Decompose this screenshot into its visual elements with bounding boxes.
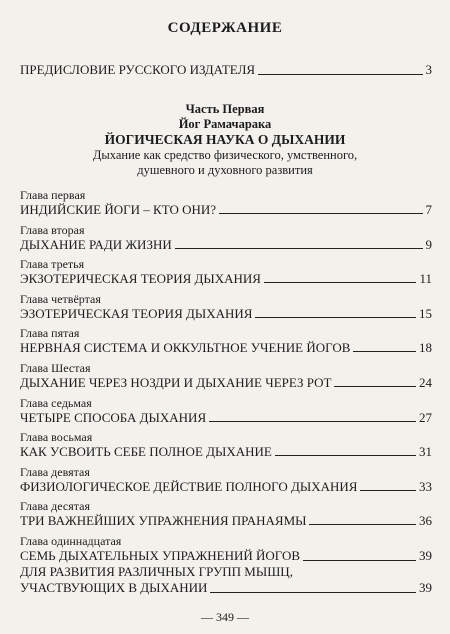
chapter-entry	[20, 223, 432, 258]
preface-entry	[20, 62, 432, 78]
chapter-list	[20, 188, 432, 596]
dot-leader	[334, 386, 416, 387]
chapter-title: ЧЕТЫРЕ СПОСОБА ДЫХАНИЯ	[20, 409, 207, 425]
chapter-label: Глава Шестая	[20, 360, 91, 375]
chapter-entry	[20, 292, 432, 327]
chapter-entry	[20, 188, 432, 223]
chapter-label: Глава одиннадцатая	[20, 533, 122, 548]
part-subtitle	[60, 148, 390, 178]
chapter-page: 39	[419, 547, 432, 563]
dot-leader	[210, 592, 416, 593]
chapter-entry	[20, 499, 432, 534]
chapter-label: Глава девятая	[20, 464, 90, 479]
chapter-entry-last	[20, 534, 432, 596]
preface-page: 3	[425, 62, 432, 77]
dot-leader	[219, 213, 422, 214]
part-author: Йог Рамачарака	[178, 117, 272, 131]
chapter-title: КАК УСВОИТЬ СЕБЕ ПОЛНОЕ ДЫХАНИЕ	[20, 444, 272, 460]
chapter-title: ДЫХАНИЕ ЧЕРЕЗ НОЗДРИ И ДЫХАНИЕ ЧЕРЕЗ РОТ	[20, 374, 332, 390]
dot-leader	[209, 421, 416, 422]
preface-label: ПРЕДИСЛОВИЕ РУССКОГО ИЗДАТЕЛЯ	[20, 62, 256, 77]
chapter-label: Глава вторая	[20, 222, 85, 237]
contents-title: СОДЕРЖАНИЕ	[167, 20, 283, 36]
dot-leader	[258, 74, 422, 75]
chapter-page: 24	[419, 374, 432, 390]
part-subtitle-line: Дыхание как средство физического, умственного,	[92, 148, 358, 162]
chapter-label: Глава третья	[20, 257, 85, 272]
dot-leader	[264, 282, 417, 283]
chapter-title: ТРИ ВАЖНЕЙШИХ УПРАЖНЕНИЯ ПРАНАЯМЫ	[20, 513, 307, 529]
dot-leader	[275, 455, 416, 456]
chapter-page: 9	[425, 236, 432, 252]
chapter-page: 36	[419, 513, 432, 529]
dot-leader	[360, 490, 416, 491]
chapter-label: Глава пятая	[20, 326, 80, 341]
chapter-title-continued: УЧАСТВУЮЩИХ В ДЫХАНИИ	[20, 579, 208, 595]
dot-leader	[309, 524, 416, 525]
chapter-title: ИНДИЙСКИЕ ЙОГИ – КТО ОНИ?	[20, 202, 217, 217]
part-label: Часть Первая	[185, 102, 265, 116]
chapter-entry	[20, 396, 432, 431]
chapter-label: Глава четвёртая	[20, 291, 101, 306]
dot-leader	[255, 317, 416, 318]
chapter-page: 27	[419, 409, 432, 425]
chapter-title: ДЫХАНИЕ РАДИ ЖИЗНИ	[20, 236, 172, 252]
dot-leader	[303, 560, 416, 561]
part-subtitle-line: душевного и духовного развития	[137, 163, 313, 177]
chapter-title: НЕРВНАЯ СИСТЕМА И ОККУЛЬТНОЕ УЧЕНИЕ ЙОГОВ	[20, 340, 351, 356]
chapter-entry	[20, 257, 432, 292]
chapter-page: 31	[419, 444, 432, 460]
chapter-page: 15	[419, 305, 432, 321]
chapter-page: 18	[419, 340, 432, 356]
chapter-page: 33	[419, 478, 432, 494]
chapter-page: 7	[425, 202, 432, 217]
chapter-title: ФИЗИОЛОГИЧЕСКОЕ ДЕЙСТВИЕ ПОЛНОГО ДЫХАНИЯ	[20, 478, 358, 494]
chapter-label: Глава восьмая	[20, 430, 93, 445]
part-header	[0, 102, 450, 147]
chapter-title-continued: ДЛЯ РАЗВИТИЯ РАЗЛИЧНЫХ ГРУПП МЫШЦ,	[20, 563, 293, 579]
chapter-title: ЭЗОТЕРИЧЕСКАЯ ТЕОРИЯ ДЫХАНИЯ	[20, 305, 253, 321]
chapter-entry	[20, 361, 432, 396]
chapter-label: Глава седьмая	[20, 395, 92, 410]
chapter-entry	[20, 465, 432, 500]
dot-leader	[353, 351, 416, 352]
chapter-page: 11	[419, 271, 432, 287]
chapter-page: 39	[419, 579, 432, 595]
part-heading: ЙОГИЧЕСКАЯ НАУКА О ДЫХАНИИ	[104, 132, 346, 147]
chapter-title: ЭКЗОТЕРИЧЕСКАЯ ТЕОРИЯ ДЫХАНИЯ	[20, 271, 261, 287]
chapter-entry	[20, 326, 432, 361]
chapter-entry	[20, 430, 432, 465]
chapter-label: Глава первая	[20, 188, 86, 202]
page-number: — 349 —	[201, 610, 249, 624]
chapter-title: СЕМЬ ДЫХАТЕЛЬНЫХ УПРАЖНЕНИЙ ЙОГОВ	[20, 547, 301, 563]
chapter-label: Глава десятая	[20, 499, 90, 514]
dot-leader	[175, 248, 423, 249]
